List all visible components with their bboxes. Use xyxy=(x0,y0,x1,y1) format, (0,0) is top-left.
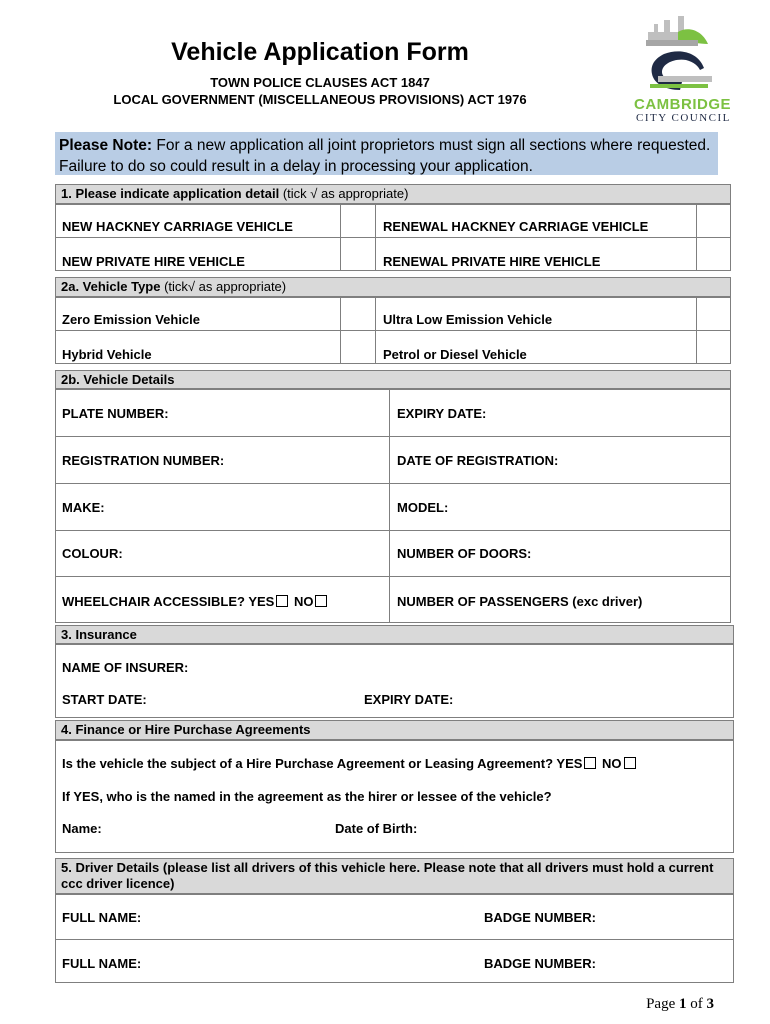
hire-purchase-question: Is the vehicle the subject of a Hire Purchase Agreement or Leasing Agreement? YES xyxy=(62,756,583,771)
tick-box-new-private-hire[interactable] xyxy=(341,238,374,270)
page-prefix: Page xyxy=(646,996,679,1012)
tick-box-petrol-diesel[interactable] xyxy=(697,331,730,363)
make-field[interactable]: MAKE: xyxy=(62,500,105,515)
insurance-expiry-date-field[interactable]: EXPIRY DATE: xyxy=(364,692,454,707)
hire-purchase-yes-checkbox[interactable] xyxy=(584,757,596,769)
driver-full-name-field-2[interactable]: FULL NAME: xyxy=(62,956,142,971)
wheelchair-yes-checkbox[interactable] xyxy=(276,595,288,607)
wheelchair-label: WHEELCHAIR ACCESSIBLE? YES xyxy=(62,594,275,609)
date-of-registration-field[interactable]: DATE OF REGISTRATION: xyxy=(397,453,559,468)
tick-box-renewal-hackney[interactable] xyxy=(697,205,730,236)
tick-box-renewal-private-hire[interactable] xyxy=(697,238,730,270)
option-new-private-hire: NEW PRIVATE HIRE VEHICLE xyxy=(62,254,245,269)
section-2a-title: 2a. Vehicle Type xyxy=(61,279,161,294)
hire-purchase-question-row xyxy=(62,756,638,771)
section-4-header: 4. Finance or Hire Purchase Agreements xyxy=(55,720,734,740)
model-field[interactable]: MODEL: xyxy=(397,500,449,515)
option-hybrid: Hybrid Vehicle xyxy=(62,347,152,362)
hirer-name-field[interactable]: Name: xyxy=(62,821,102,836)
hirer-question: If YES, who is the named in the agreement as the hirer or lessee of the vehicle? xyxy=(62,789,552,804)
section-2a-header xyxy=(55,277,731,297)
section-3-header: 3. Insurance xyxy=(55,625,734,644)
name-of-insurer-field[interactable]: NAME OF INSURER: xyxy=(62,660,189,675)
tick-box-hybrid[interactable] xyxy=(341,331,374,363)
section-5-header: 5. Driver Details (please list all drivers of this vehicle here. Please note that all drivers must hold a current ccc driver licence) xyxy=(55,858,734,894)
page-current: 1 xyxy=(679,996,687,1012)
plate-number-field[interactable]: PLATE NUMBER: xyxy=(62,406,169,421)
please-note-banner xyxy=(55,132,718,175)
driver-badge-number-field-2[interactable]: BADGE NUMBER: xyxy=(484,956,596,971)
registration-number-field[interactable]: REGISTRATION NUMBER: xyxy=(62,453,225,468)
section-2b-header: 2b. Vehicle Details xyxy=(55,370,731,389)
option-new-hackney: NEW HACKNEY CARRIAGE VEHICLE xyxy=(62,219,293,234)
wheelchair-accessible-row xyxy=(62,594,329,609)
colour-field[interactable]: COLOUR: xyxy=(62,546,123,561)
tick-box-new-hackney[interactable] xyxy=(341,205,374,236)
wheelchair-no-label: NO xyxy=(290,594,314,609)
expiry-date-field[interactable]: EXPIRY DATE: xyxy=(397,406,487,421)
form-title: Vehicle Application Form xyxy=(171,38,469,66)
option-renewal-private-hire: RENEWAL PRIVATE HIRE VEHICLE xyxy=(383,254,601,269)
act-line-1: TOWN POLICE CLAUSES ACT 1847 xyxy=(210,75,430,90)
wheelchair-no-checkbox[interactable] xyxy=(315,595,327,607)
option-petrol-diesel: Petrol or Diesel Vehicle xyxy=(383,347,527,362)
tick-box-zero-emission[interactable] xyxy=(341,298,374,329)
page-total: 3 xyxy=(706,996,714,1012)
hirer-date-of-birth-field[interactable]: Date of Birth: xyxy=(335,821,418,836)
driver-badge-number-field-1[interactable]: BADGE NUMBER: xyxy=(484,910,596,925)
hire-purchase-no-checkbox[interactable] xyxy=(624,757,636,769)
option-zero-emission: Zero Emission Vehicle xyxy=(62,312,200,327)
act-line-2: LOCAL GOVERNMENT (MISCELLANEOUS PROVISIONS) ACT 1976 xyxy=(113,92,527,107)
section-2a-hint: (tick√ as appropriate) xyxy=(160,279,287,294)
number-of-passengers-field[interactable]: NUMBER OF PASSENGERS (exc driver) xyxy=(397,594,643,609)
note-text: For a new application all joint proprietors must sign all sections where requested. Failure to do so could result in a delay in processing your application. xyxy=(59,137,711,175)
section-1-hint: (tick √ as appropriate) xyxy=(279,186,409,201)
logo-word-cambridge: CAMBRIDGE xyxy=(634,96,731,113)
insurance-start-date-field[interactable]: START DATE: xyxy=(62,692,147,707)
number-of-doors-field[interactable]: NUMBER OF DOORS: xyxy=(397,546,532,561)
logo-word-city-council: CITY COUNCIL xyxy=(636,112,731,124)
page-number xyxy=(646,996,714,1013)
council-logo xyxy=(628,10,734,122)
section-1-title: 1. Please indicate application detail xyxy=(61,186,280,201)
tick-box-ultra-low-emission[interactable] xyxy=(697,298,730,329)
driver-full-name-field-1[interactable]: FULL NAME: xyxy=(62,910,142,925)
option-ultra-low-emission: Ultra Low Emission Vehicle xyxy=(383,312,553,327)
note-label: Please Note: xyxy=(59,137,153,154)
section-1-header xyxy=(55,184,731,204)
section-2b-grid xyxy=(55,389,731,623)
option-renewal-hackney: RENEWAL HACKNEY CARRIAGE VEHICLE xyxy=(383,219,649,234)
hire-purchase-no-label: NO xyxy=(598,756,622,771)
council-logo-emblem xyxy=(628,10,734,100)
page-of: of xyxy=(686,996,707,1012)
